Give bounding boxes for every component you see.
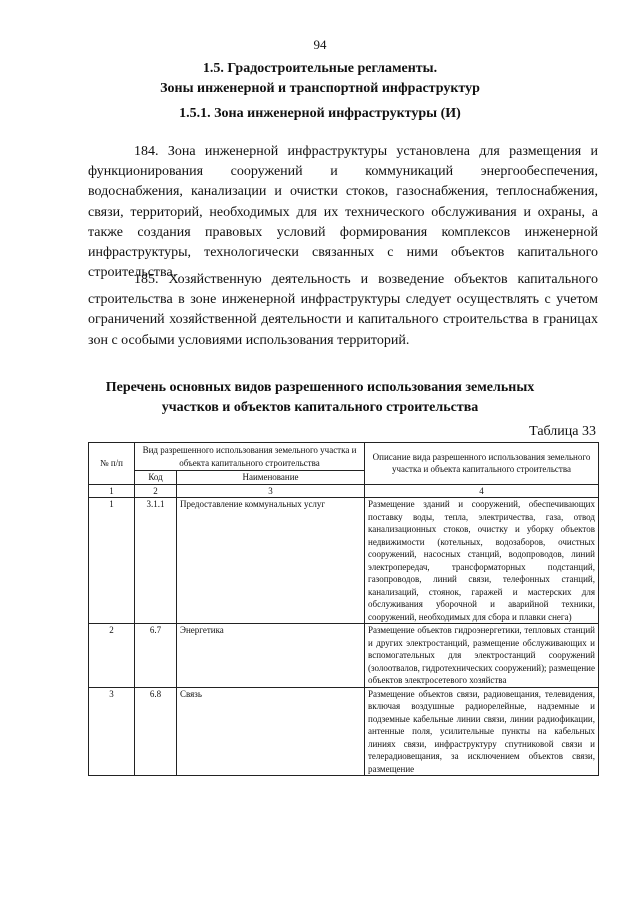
- row-description: Размещение зданий и сооружений, обеспечивающих поставку воды, тепла, электричества, газа, отвод канализационных стоков, очистку и уборку объектов недвижимости (котельных, водозаборов, очистных сооружений, насосных станций, водопроводов, линий электропередач, трансформаторных подстанций, газопроводов, линий связи, телефонных станций, канализаций, стоянок, гаражей и мастерских для обслуживания уборочной и аварийной техники, сооружений, необходимых для сбора и плавки снега): [365, 498, 599, 624]
- header-description: Описание вида разрешенного использования земельного участка и объекта капитального строительства: [365, 443, 599, 485]
- row-name: Энергетика: [177, 624, 365, 688]
- header-code: Код: [135, 471, 177, 485]
- paragraph-185: 185. Хозяйственную деятельность и возведение объектов капитального строительства в зоне инженерной инфраструктуры следует осуществлять с учетом ограничений хозяйственной деятельности и капитального строительства в границах зон с особыми условиями использования территорий.: [88, 272, 598, 348]
- list-title-2: участков и объектов капитального строительства: [161, 400, 479, 415]
- row-code: 6.8: [135, 687, 177, 776]
- subsection-heading: 1.5.1. Зона инженерной инфраструктуры (И): [179, 106, 461, 121]
- table-caption: Таблица 33: [529, 424, 596, 439]
- row-num: 2: [89, 624, 135, 688]
- header-num: № п/п: [89, 443, 135, 485]
- regulations-table: [88, 442, 599, 776]
- row-num: 3: [89, 687, 135, 776]
- section-heading-2: Зоны инженерной и транспортной инфраструктур: [160, 81, 480, 96]
- table-row: [89, 624, 599, 688]
- table-row: [89, 498, 599, 624]
- col-number: 3: [177, 484, 365, 498]
- row-description: Размещение объектов гидроэнергетики, тепловых станций и других электростанций, размещение обслуживающих и вспомогательных для электростанций сооружений (золоотвалов, гидротехнических сооружений); размещение объектов электросетевого хозяйства: [365, 624, 599, 688]
- row-name: Связь: [177, 687, 365, 776]
- row-num: 1: [89, 498, 135, 624]
- table-row: [89, 687, 599, 776]
- row-code: 6.7: [135, 624, 177, 688]
- list-title-1: Перечень основных видов разрешенного использования земельных: [105, 380, 535, 395]
- row-code: 3.1.1: [135, 498, 177, 624]
- col-number: 4: [365, 484, 599, 498]
- header-name: Наименование: [177, 471, 365, 485]
- row-description: Размещение объектов связи, радиовещания, телевидения, включая воздушные радиорелейные, надземные и подземные кабельные линии связи, линии радиофикации, антенные поля, усилительные пункты на кабельных линиях связи, инфраструктуру спутниковой связи и телерадиовещания, за исключением объектов связи, размещение: [365, 687, 599, 776]
- section-heading-1: 1.5. Градостроительные регламенты.: [202, 61, 438, 76]
- row-name: Предоставление коммунальных услуг: [177, 498, 365, 624]
- page-number: 94: [313, 37, 327, 52]
- col-number: 2: [135, 484, 177, 498]
- paragraph-184: 184. Зона инженерной инфраструктуры установлена для размещения и функционирования сооружений и коммуникаций энергообеспечения, водоснабжения, канализации и очистки стоков, газоснабжения, теплоснабжения, связи, территорий, необходимых для их технического обслуживания и охраны, а также создания правовых условий формирования комплексов инженерной инфраструктуры, технологически связанных с ними объектов капитального строительства.: [88, 144, 598, 281]
- col-number: 1: [89, 484, 135, 498]
- header-group: Вид разрешенного использования земельного участка и объекта капитального строительства: [135, 443, 365, 471]
